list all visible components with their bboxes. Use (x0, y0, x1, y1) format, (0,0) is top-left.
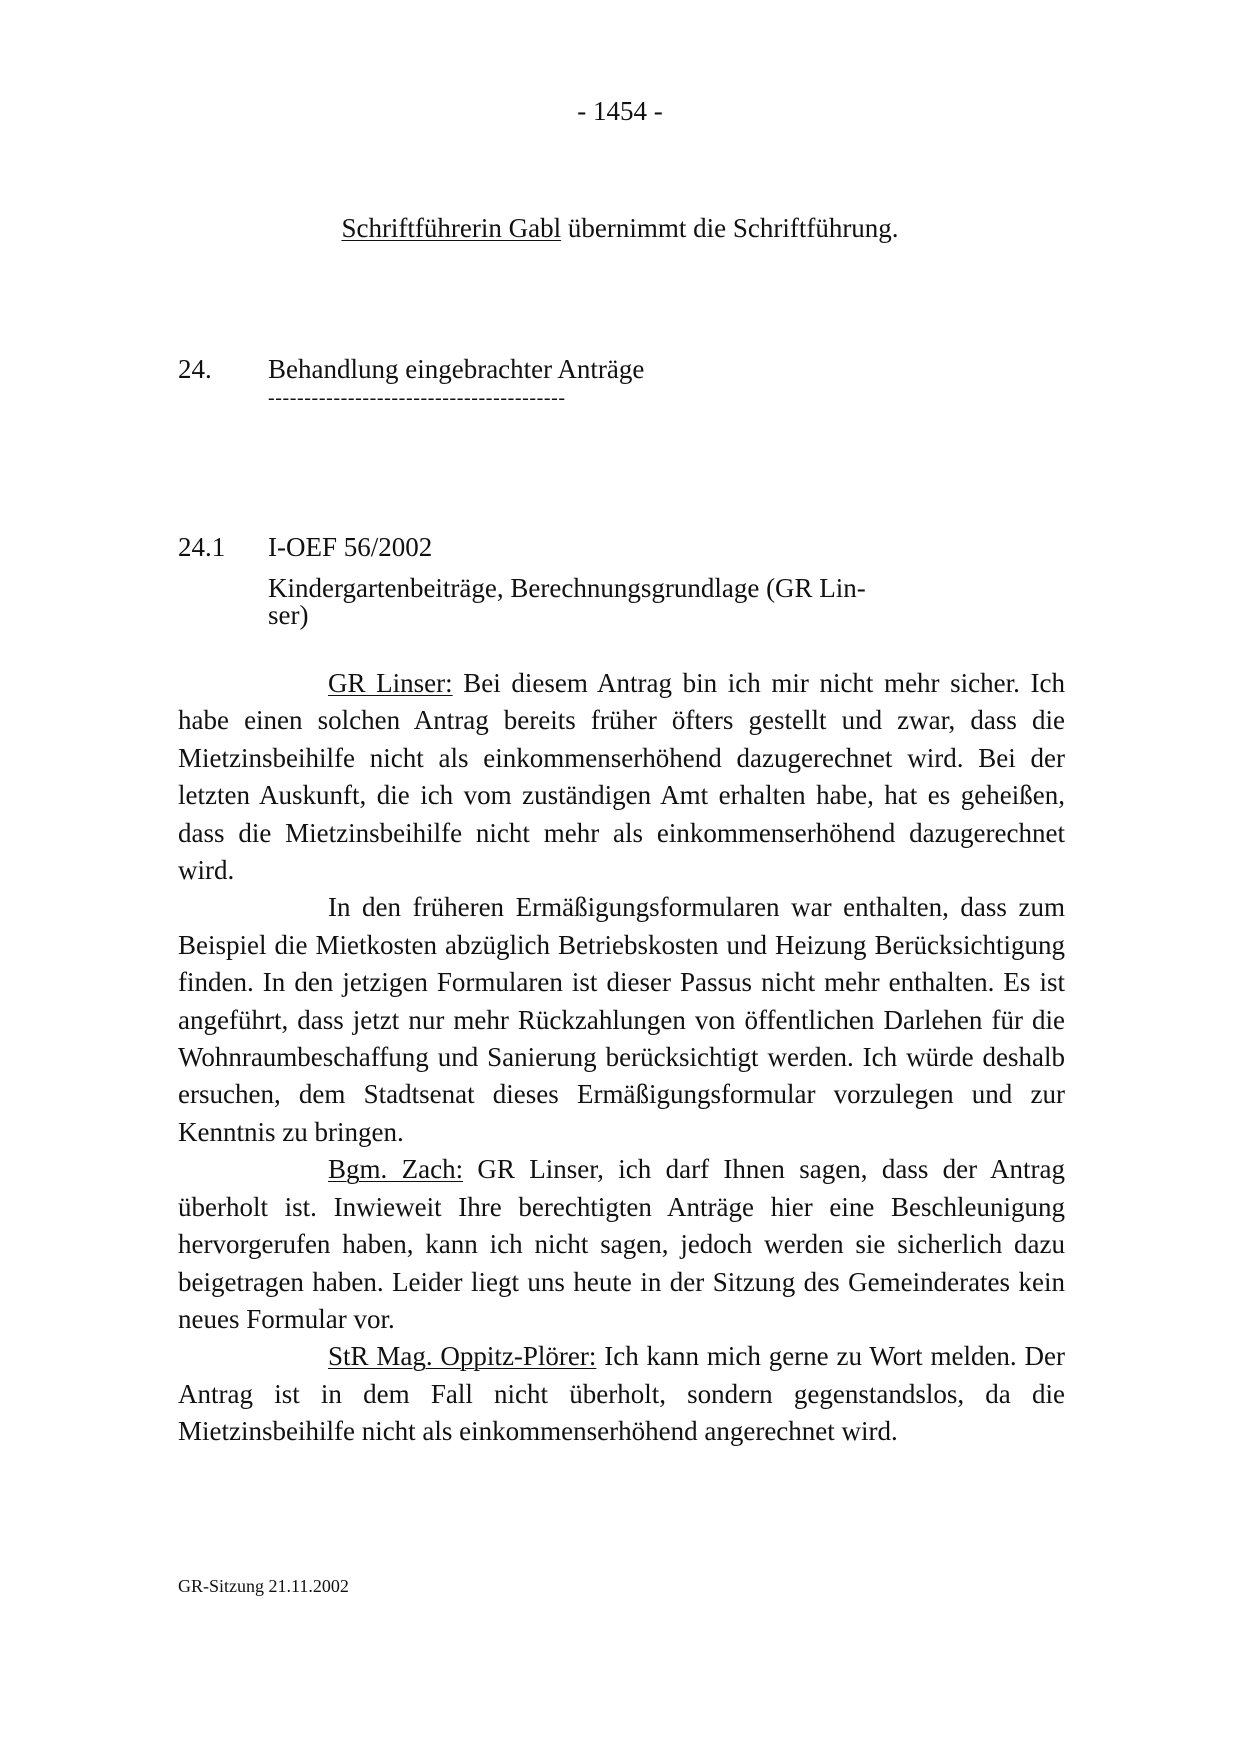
paragraph-linser (178, 665, 1065, 889)
subsection-number: 24.1 (178, 532, 226, 562)
intro-speaker: Schriftführerin Gabl (341, 213, 562, 243)
paragraph-oppitz-ploerer (178, 1338, 1065, 1450)
speaker-name: Bgm. Zach: (328, 1154, 464, 1185)
section-number: 24. (178, 354, 212, 384)
paragraph-linser-continued (178, 889, 1065, 1151)
section-title: Behandlung eingebrachter Anträge (268, 354, 645, 384)
paragraph-text: GR Linser, ich darf Ihnen sagen, dass der Antrag überholt ist. Inwieweit Ihre berechtigten Anträge hier eine Beschleunigung hervorgerufen haben, kann ich nicht sagen, jedoch werden sie sicherlich dazu beigetragen haben. Leider liegt uns heute in der Sitzung des Gemeinderates kein neues Formular vor. (178, 1154, 1065, 1334)
subsection-reference: I-OEF 56/2002 (268, 532, 433, 562)
paragraph-text: Ich kann mich gerne zu Wort melden. Der Antrag ist in dem Fall nicht überholt, sondern gegenstandslos, da die Mietzinsbeihilfe nicht als einkommenserhöhend angerechnet wird. (178, 1341, 1065, 1447)
speaker-name: StR Mag. Oppitz-Plörer: (328, 1341, 597, 1372)
paragraph-text: Bei diesem Antrag bin ich mir nicht mehr sicher. Ich habe einen solchen Antrag bereits früher öfters gestellt und zwar, dass die Mietzinsbeihilfe nicht als einkommenserhöhend dazugerechnet wird. Bei der letzten Auskunft, die ich vom zuständigen Amt erhalten habe, hat es geheißen, dass die Mietzinsbeihilfe nicht mehr als einkommenserhöhend dazugerechnet wird. (178, 668, 1065, 886)
subject-line-2: ser) (268, 600, 309, 630)
page-number: - 1454 - (577, 96, 663, 126)
footer-session-date: GR-Sitzung 21.11.2002 (178, 1576, 349, 1596)
discussion-body (178, 665, 1065, 1451)
speaker-name: GR Linser: (328, 668, 453, 698)
intro-line (0, 211, 1240, 245)
subject-line-1: Kindergartenbeiträge, Berechnungsgrundlage (GR Lin- (268, 573, 866, 603)
subsection-subject (268, 575, 928, 629)
intro-rest: übernimmt die Schriftführung. (561, 213, 899, 243)
section-title-underline: ----------------------------------------- (268, 387, 566, 409)
paragraph-zach (178, 1151, 1065, 1338)
paragraph-text: In den früheren Ermäßigungsformularen war enthalten, dass zum Beispiel die Mietkosten abzüglich Betriebskosten und Heizung Berücksichtigung finden. In den jetzigen Formularen ist dieser Passus nicht mehr enthalten. Es ist angeführt, dass jetzt nur mehr Rückzahlungen von öffentlichen Darlehen für die Wohnraumbeschaffung und Sanierung berücksichtigt werden. Ich würde deshalb ersuchen, dem Stadtsenat dieses Ermäßigungsformular vorzulegen und zur Kenntnis zu bringen. (178, 892, 1065, 1147)
